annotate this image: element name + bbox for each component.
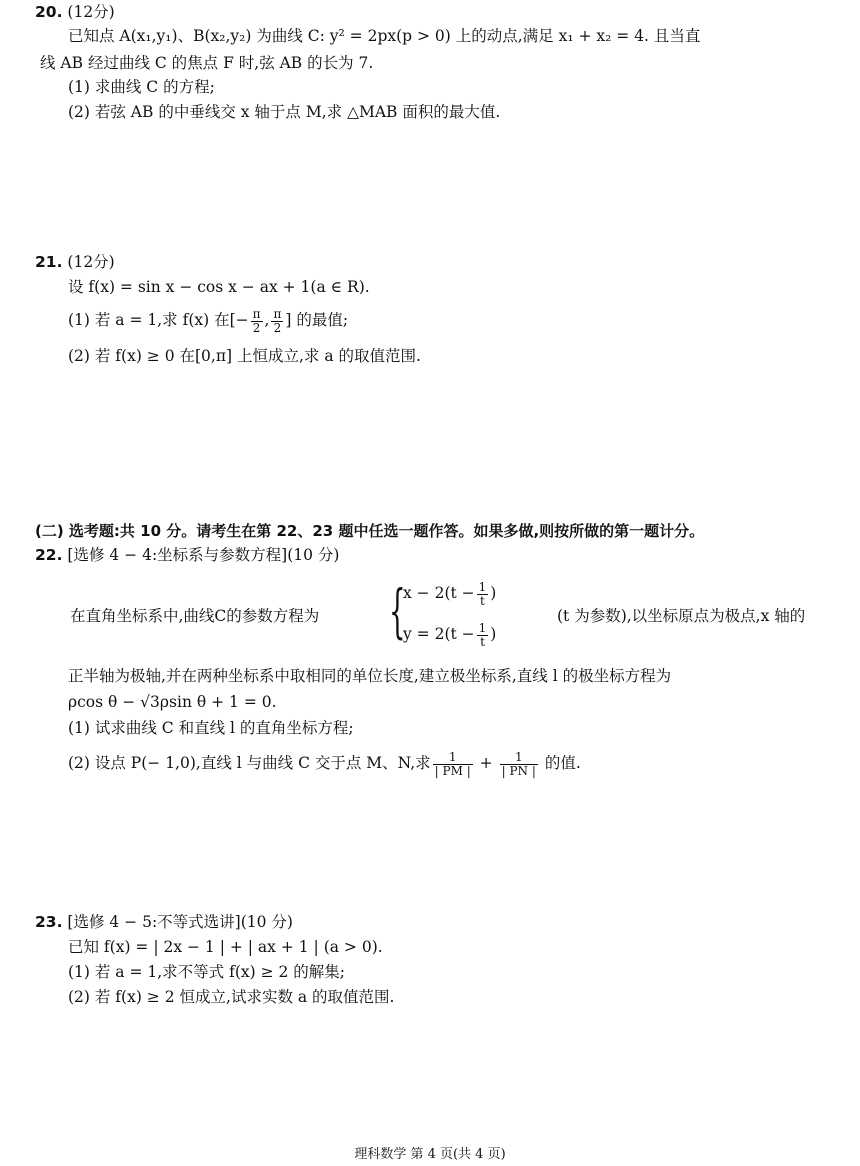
q23-header	[35, 912, 293, 932]
q20-number: 20.	[35, 3, 63, 21]
q22-param-note: (t 为参数),以坐标原点为极点,x 轴的	[557, 607, 806, 625]
q21-part1-pre: (1) 若 a = 1,求 f(x) 在[−	[68, 311, 249, 329]
q22-line2: 正半轴为极轴,并在两种坐标系中取相同的单位长度,建立极坐标系,直线 l 的极坐标方程为	[68, 667, 672, 685]
q21-header	[35, 252, 115, 272]
fraction-den: t	[480, 593, 485, 608]
q22-part2-post: 的值.	[544, 754, 581, 772]
q22-part2-pre: (2) 设点 P(− 1,0),直线 l 与曲线 C 交于点 M、N,求	[68, 754, 431, 772]
eq1-text: x − 2(t −	[403, 584, 475, 602]
q20-part2: (2) 若弦 AB 的中垂线交 x 轴于点 M,求 △MAB 面积的最大值.	[68, 103, 501, 121]
q22-header	[35, 545, 339, 565]
q23-number: 23.	[35, 913, 63, 931]
q22-title: [选修 4 − 4:坐标系与参数方程](10 分)	[67, 546, 340, 564]
section-2-header: (二) 选考题:共 10 分。请考生在第 22、23 题中任选一题作答。如果多做,则按所做的第一题计分。	[35, 522, 705, 540]
fraction-num: π	[273, 306, 282, 321]
fraction-den: t	[480, 634, 485, 649]
q21-part1-post: ] 的最值;	[285, 311, 349, 329]
fraction	[251, 308, 263, 335]
fraction-den: | PN |	[501, 763, 536, 778]
q23-part1: (1) 若 a = 1,求不等式 f(x) ≥ 2 的解集;	[68, 963, 346, 981]
paren: )	[490, 584, 497, 602]
q20-score: (12分)	[67, 3, 115, 21]
q21-number: 21.	[35, 253, 63, 271]
q22-eq1	[403, 580, 496, 608]
page-footer: 理科数学 第 4 页(共 4 页)	[354, 1147, 506, 1162]
fraction	[477, 622, 489, 649]
q21-score: (12分)	[67, 253, 115, 271]
fraction-den: 2	[273, 320, 282, 335]
q22-part1: (1) 试求曲线 C 和直线 l 的直角坐标方程;	[68, 719, 354, 737]
fraction-num: 1	[500, 751, 538, 765]
q20-line1: 已知点 A(x₁,y₁)、B(x₂,y₂) 为曲线 C: y² = 2px(p > 0) 上的动点,满足 x₁ + x₂ = 4. 且当直	[68, 27, 701, 45]
fraction	[433, 751, 473, 778]
q21-part2: (2) 若 f(x) ≥ 0 在[0,π] 上恒成立,求 a 的取值范围.	[68, 347, 421, 365]
plus-sign: +	[479, 754, 493, 772]
q20-header	[35, 2, 115, 22]
fraction	[271, 308, 283, 335]
q23-part2: (2) 若 f(x) ≥ 2 恒成立,试求实数 a 的取值范围.	[68, 988, 395, 1006]
q21-line1: 设 f(x) = sin x − cos x − ax + 1(a ∈ R).	[68, 278, 370, 296]
fraction	[500, 751, 538, 778]
q22-part2	[68, 748, 581, 778]
q22-number: 22.	[35, 546, 63, 564]
q20-part1: (1) 求曲线 C 的方程;	[68, 78, 215, 96]
left-brace: {	[389, 577, 406, 645]
eq2-text: y = 2(t −	[403, 625, 475, 643]
q21-part1	[68, 306, 348, 335]
fraction	[477, 581, 489, 608]
q23-title: [选修 4 − 5:不等式选讲](10 分)	[67, 913, 293, 931]
fraction-num: 1	[433, 751, 473, 765]
q20-line2: 线 AB 经过曲线 C 的焦点 F 时,弦 AB 的长为 7.	[40, 54, 374, 72]
q22-line3: ρcos θ − √3ρsin θ + 1 = 0.	[68, 693, 277, 711]
fraction-den: 2	[252, 320, 261, 335]
fraction-num: 1	[478, 620, 487, 635]
q23-line1: 已知 f(x) = | 2x − 1 | + | ax + 1 | (a > 0).	[68, 938, 383, 956]
fraction-num: 1	[478, 579, 487, 594]
q22-intro: 在直角坐标系中,曲线C的参数方程为	[70, 607, 320, 625]
fraction-num: π	[252, 306, 261, 321]
paren: )	[490, 625, 497, 643]
fraction-den: | PM |	[434, 763, 471, 778]
comma: ,	[264, 311, 270, 329]
q22-eq2	[403, 621, 496, 649]
